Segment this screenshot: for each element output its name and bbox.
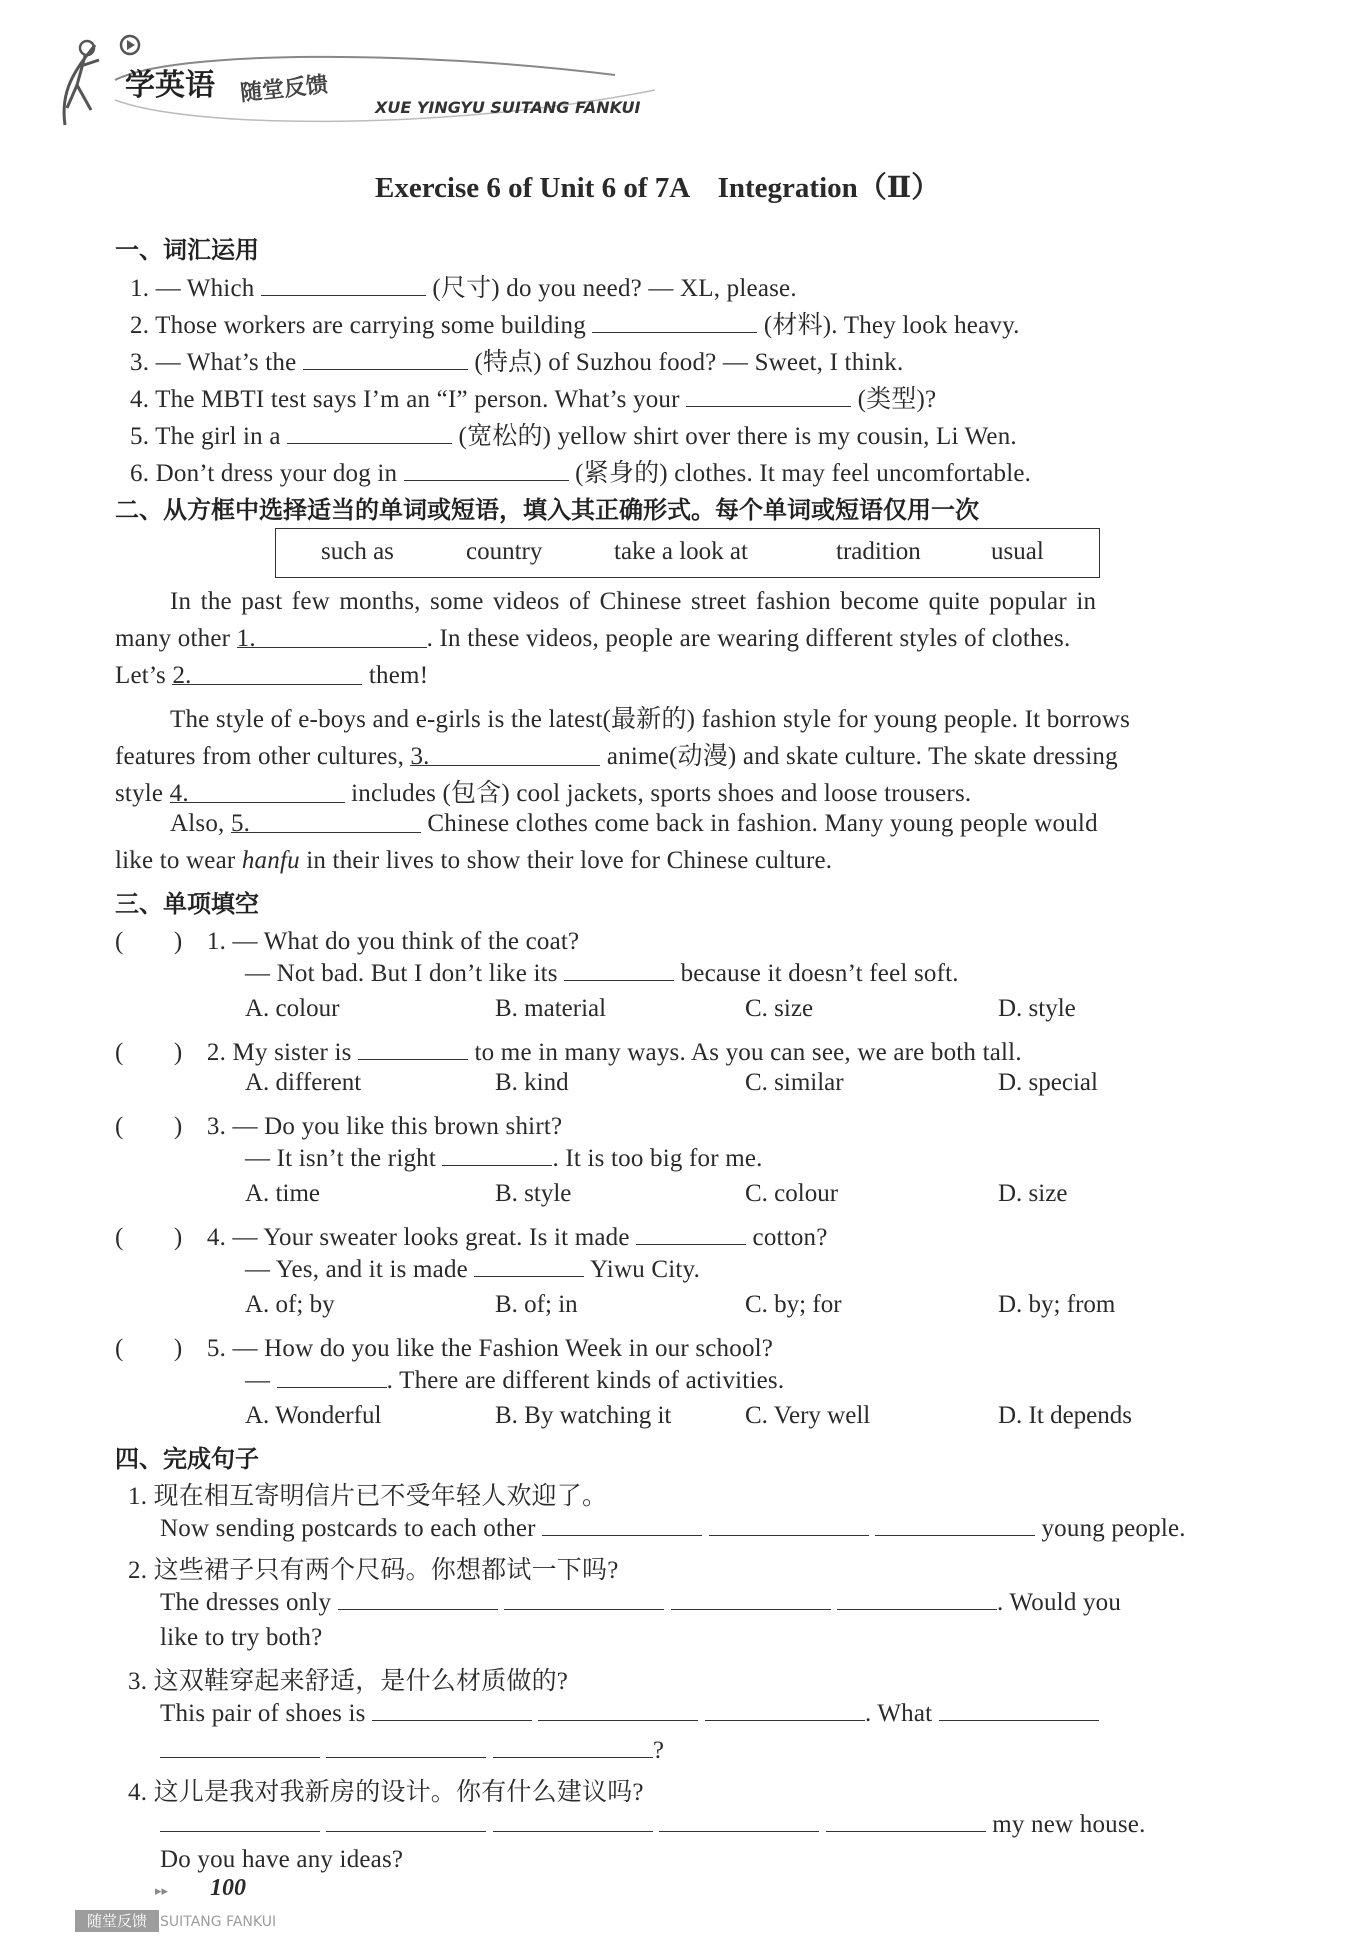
passage-line: In the past few months, some videos of Chinese street fashion become quite popular in	[170, 588, 1097, 615]
word-option: tradition	[836, 538, 921, 565]
answer-blank[interactable]	[709, 1513, 869, 1536]
mc-question-3: ( ) 3. — Do you like this brown shirt?	[115, 1113, 563, 1140]
s4-item-2-en-cont: like to try both?	[160, 1624, 323, 1651]
answer-blank[interactable]	[671, 1587, 831, 1610]
answer-bracket[interactable]: ( )	[115, 1113, 183, 1140]
answer-bracket[interactable]: ( )	[115, 1335, 183, 1362]
passage-line: Let’s 2. them!	[115, 662, 429, 689]
mc-question-4-line2: — Yes, and it is made Yiwu City.	[245, 1256, 701, 1283]
header-logo	[55, 30, 675, 135]
answer-blank[interactable]	[504, 1587, 664, 1610]
s4-item-4-en-cont: Do you have any ideas?	[160, 1846, 404, 1873]
s1-item-5: 5. The girl in a (宽松的) yellow shirt over there is my cousin, Li Wen.	[130, 423, 1017, 450]
passage-line: like to wear hanfu in their lives to show their love for Chinese culture.	[115, 847, 833, 874]
footer-tag: 随堂反馈	[75, 1910, 159, 1932]
s1-item-2: 2. Those workers are carrying some building (材料). They look heavy.	[130, 312, 1020, 339]
option-a[interactable]: A. different	[245, 1069, 362, 1096]
s1-item-4: 4. The MBTI test says I’m an “I” person. What’s your (类型)?	[130, 386, 937, 413]
answer-blank[interactable]: 4.	[170, 780, 345, 803]
answer-blank[interactable]	[277, 1365, 387, 1388]
answer-blank[interactable]	[287, 421, 452, 444]
option-c[interactable]: C. similar	[745, 1069, 844, 1096]
answer-blank[interactable]	[160, 1809, 320, 1832]
mc-question-5-line2: — . There are different kinds of activities.	[245, 1367, 785, 1394]
answer-blank[interactable]	[659, 1809, 819, 1832]
answer-blank[interactable]	[303, 347, 468, 370]
mc-question-5: ( ) 5. — How do you like the Fashion Week in our school?	[115, 1335, 774, 1362]
answer-blank[interactable]	[338, 1587, 498, 1610]
answer-blank[interactable]	[358, 1037, 468, 1060]
s4-item-3-cn: 3. 这双鞋穿起来舒适，是什么材质做的?	[128, 1668, 569, 1695]
answer-blank[interactable]	[538, 1698, 698, 1721]
s1-item-3: 3. — What’s the (特点) of Suzhou food? — Sweet, I think.	[130, 349, 904, 376]
passage-line: features from other cultures, 3. anime(动漫) and skate culture. The skate dressing	[115, 743, 1118, 770]
passage-line: style 4. includes (包含) cool jackets, sports shoes and loose trousers.	[115, 780, 972, 807]
option-a[interactable]: A. Wonderful	[245, 1402, 382, 1429]
mc-question-1: ( ) 1. — What do you think of the coat?	[115, 928, 580, 955]
answer-blank[interactable]	[939, 1698, 1099, 1721]
answer-blank[interactable]	[826, 1809, 986, 1832]
answer-blank[interactable]	[474, 1254, 584, 1277]
answer-blank[interactable]	[160, 1735, 320, 1758]
word-box	[275, 528, 1100, 578]
s1-item-6: 6. Don’t dress your dog in (紧身的) clothes. It may feel uncomfortable.	[130, 460, 1032, 487]
section-4-heading: 四、完成句子	[115, 1445, 259, 1473]
option-b[interactable]: B. of; in	[495, 1291, 578, 1318]
section-1-heading: 一、词汇运用	[115, 236, 259, 264]
answer-blank[interactable]	[686, 384, 851, 407]
answer-blank[interactable]	[542, 1513, 702, 1536]
section-3-heading: 三、单项填空	[115, 890, 259, 918]
answer-blank[interactable]	[837, 1587, 997, 1610]
s4-item-3-en: This pair of shoes is . What	[160, 1698, 1099, 1728]
answer-blank[interactable]	[404, 458, 569, 481]
answer-blank[interactable]	[442, 1143, 552, 1166]
answer-blank[interactable]	[493, 1735, 653, 1758]
option-a[interactable]: A. of; by	[245, 1291, 335, 1318]
mc-question-3-line2: — It isn’t the right . It is too big for me.	[245, 1145, 763, 1172]
page-number: 100	[210, 1875, 246, 1901]
footer-tag-en: SUITANG FANKUI	[160, 1914, 277, 1930]
passage-line: many other 1. . In these videos, people are wearing different styles of clothes.	[115, 625, 1071, 652]
option-b[interactable]: B. By watching it	[495, 1402, 672, 1429]
option-c[interactable]: C. by; for	[745, 1291, 842, 1318]
s4-item-4-en: my new house.	[160, 1809, 1146, 1839]
answer-blank[interactable]: 3.	[410, 743, 600, 766]
mc-question-2: ( ) 2. My sister is to me in many ways. As you can see, we are both tall.	[115, 1039, 1022, 1066]
answer-bracket[interactable]: ( )	[115, 1224, 183, 1251]
option-b[interactable]: B. kind	[495, 1069, 569, 1096]
option-d[interactable]: D. by; from	[998, 1291, 1116, 1318]
page-title: Exercise 6 of Unit 6 of 7A Integration（Ⅱ）	[375, 172, 941, 204]
answer-blank[interactable]	[592, 310, 757, 333]
mc-question-1-line2: — Not bad. But I don’t like its because it doesn’t feel soft.	[245, 960, 959, 987]
option-b[interactable]: B. material	[495, 995, 607, 1022]
answer-blank[interactable]	[875, 1513, 1035, 1536]
answer-blank[interactable]	[261, 273, 426, 296]
option-b[interactable]: B. style	[495, 1180, 572, 1207]
passage-line: The style of e-boys and e-girls is the latest(最新的) fashion style for young people. It borrows	[170, 706, 1131, 733]
word-option: such as	[321, 538, 394, 565]
logo-sub-cn: 随堂反馈	[239, 72, 330, 107]
answer-blank[interactable]	[326, 1735, 486, 1758]
logo-cn: 学英语	[125, 68, 215, 103]
answer-blank[interactable]: 5.	[231, 810, 421, 833]
option-a[interactable]: A. time	[245, 1180, 320, 1207]
answer-blank[interactable]	[636, 1222, 746, 1245]
answer-blank[interactable]	[493, 1809, 653, 1832]
option-d[interactable]: D. special	[998, 1069, 1098, 1096]
s4-item-1-en: Now sending postcards to each other young people.	[160, 1515, 1186, 1542]
option-c[interactable]: C. colour	[745, 1180, 839, 1207]
option-a[interactable]: A. colour	[245, 995, 340, 1022]
answer-bracket[interactable]: ( )	[115, 928, 183, 955]
word-option: country	[466, 538, 543, 565]
answer-bracket[interactable]: ( )	[115, 1039, 183, 1066]
s4-item-4-cn: 4. 这儿是我对我新房的设计。你有什么建议吗?	[128, 1779, 644, 1806]
passage-line: Also, 5. Chinese clothes come back in fashion. Many young people would	[170, 810, 1098, 837]
answer-blank[interactable]	[564, 958, 674, 981]
logo-en: XUE YINGYU SUITANG FANKUI	[375, 98, 641, 117]
s4-item-2-cn: 2. 这些裙子只有两个尺码。你想都试一下吗?	[128, 1557, 619, 1584]
word-option: usual	[991, 538, 1044, 565]
mc-question-4: ( ) 4. — Your sweater looks great. Is it made cotton?	[115, 1224, 828, 1251]
s4-item-1-cn: 1. 现在相互寄明信片已不受年轻人欢迎了。	[128, 1483, 608, 1510]
answer-blank[interactable]	[326, 1809, 486, 1832]
answer-blank[interactable]	[372, 1698, 532, 1721]
section-2-heading: 二、从方框中选择适当的单词或短语，填入其正确形式。每个单词或短语仅用一次	[115, 496, 979, 524]
s4-item-3-en-cont: ?	[160, 1735, 664, 1765]
option-d[interactable]: D. style	[998, 995, 1076, 1022]
option-d[interactable]: D. size	[998, 1180, 1068, 1207]
answer-blank[interactable]	[705, 1698, 865, 1721]
word-option: take a look at	[614, 538, 748, 565]
s1-item-1: 1. — Which (尺寸) do you need? — XL, please.	[130, 275, 797, 302]
page-arrow-icon: ▸▸	[155, 1883, 169, 1898]
s4-item-2-en: The dresses only . Would you	[160, 1589, 1122, 1616]
option-c[interactable]: C. size	[745, 995, 814, 1022]
option-d[interactable]: D. It depends	[998, 1402, 1132, 1429]
answer-blank[interactable]: 1.	[237, 625, 427, 648]
answer-blank[interactable]: 2.	[172, 662, 362, 685]
option-c[interactable]: C. Very well	[745, 1402, 871, 1429]
